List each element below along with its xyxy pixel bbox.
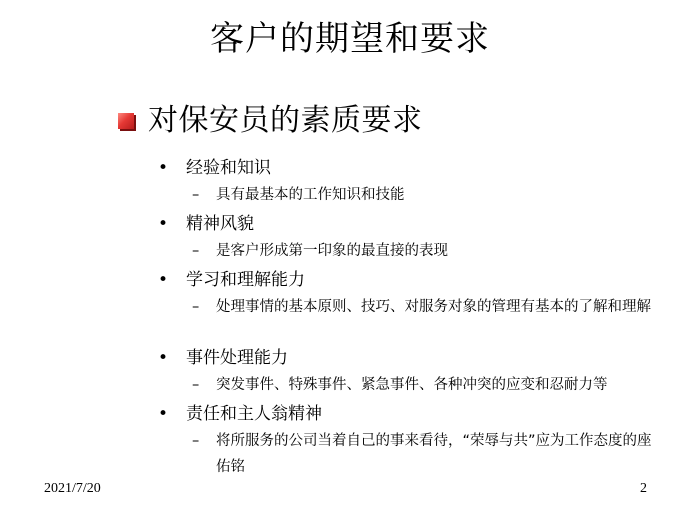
bullet-dot-icon: • bbox=[158, 404, 169, 424]
sub-list-item-text: 处理事情的基本原则、技巧、对服务对象的管理有基本的了解和理解 bbox=[216, 299, 651, 315]
list-item bbox=[150, 268, 305, 292]
sub-list-item bbox=[192, 182, 662, 208]
footer-date: 2021/7/20 bbox=[44, 481, 101, 496]
sub-list-item-text: 具有最基本的工作知识和技能 bbox=[216, 187, 405, 203]
bullet-dot-icon: • bbox=[158, 348, 169, 368]
list-item-label: 责任和主人翁精神 bbox=[186, 404, 322, 424]
list-item bbox=[150, 212, 254, 236]
sub-list-item bbox=[192, 372, 662, 398]
dash-icon: – bbox=[192, 187, 200, 203]
section-heading: 对保安员的素质要求 bbox=[148, 103, 423, 138]
sub-list-item bbox=[192, 428, 662, 480]
sub-list-item bbox=[192, 294, 662, 320]
sub-list-item-text: 将所服务的公司当着自己的事来看待，“荣辱与共”应为工作态度的座佑铭 bbox=[216, 433, 652, 475]
list-item-label: 事件处理能力 bbox=[186, 348, 288, 368]
dash-icon: – bbox=[192, 299, 200, 315]
dash-icon: – bbox=[192, 433, 200, 449]
dash-icon: – bbox=[192, 377, 200, 393]
bullet-dot-icon: • bbox=[158, 270, 169, 290]
bullet-dot-icon: • bbox=[158, 214, 169, 234]
sub-list-item-text: 突发事件、特殊事件、紧急事件、各种冲突的应变和忍耐力等 bbox=[216, 377, 608, 393]
list-item-label: 经验和知识 bbox=[186, 158, 271, 178]
sub-list-item-text: 是客户形成第一印象的最直接的表现 bbox=[216, 243, 448, 259]
list-item-label: 精神风貌 bbox=[186, 214, 254, 234]
list-item bbox=[150, 156, 271, 180]
dash-icon: – bbox=[192, 243, 200, 259]
list-item bbox=[150, 346, 288, 370]
page-number: 2 bbox=[640, 481, 647, 496]
list-item-label: 学习和理解能力 bbox=[186, 270, 305, 290]
slide-title: 客户的期望和要求 bbox=[210, 19, 490, 59]
bullet-dot-icon: • bbox=[158, 158, 169, 178]
list-item bbox=[150, 402, 322, 426]
sub-list-item bbox=[192, 238, 662, 264]
